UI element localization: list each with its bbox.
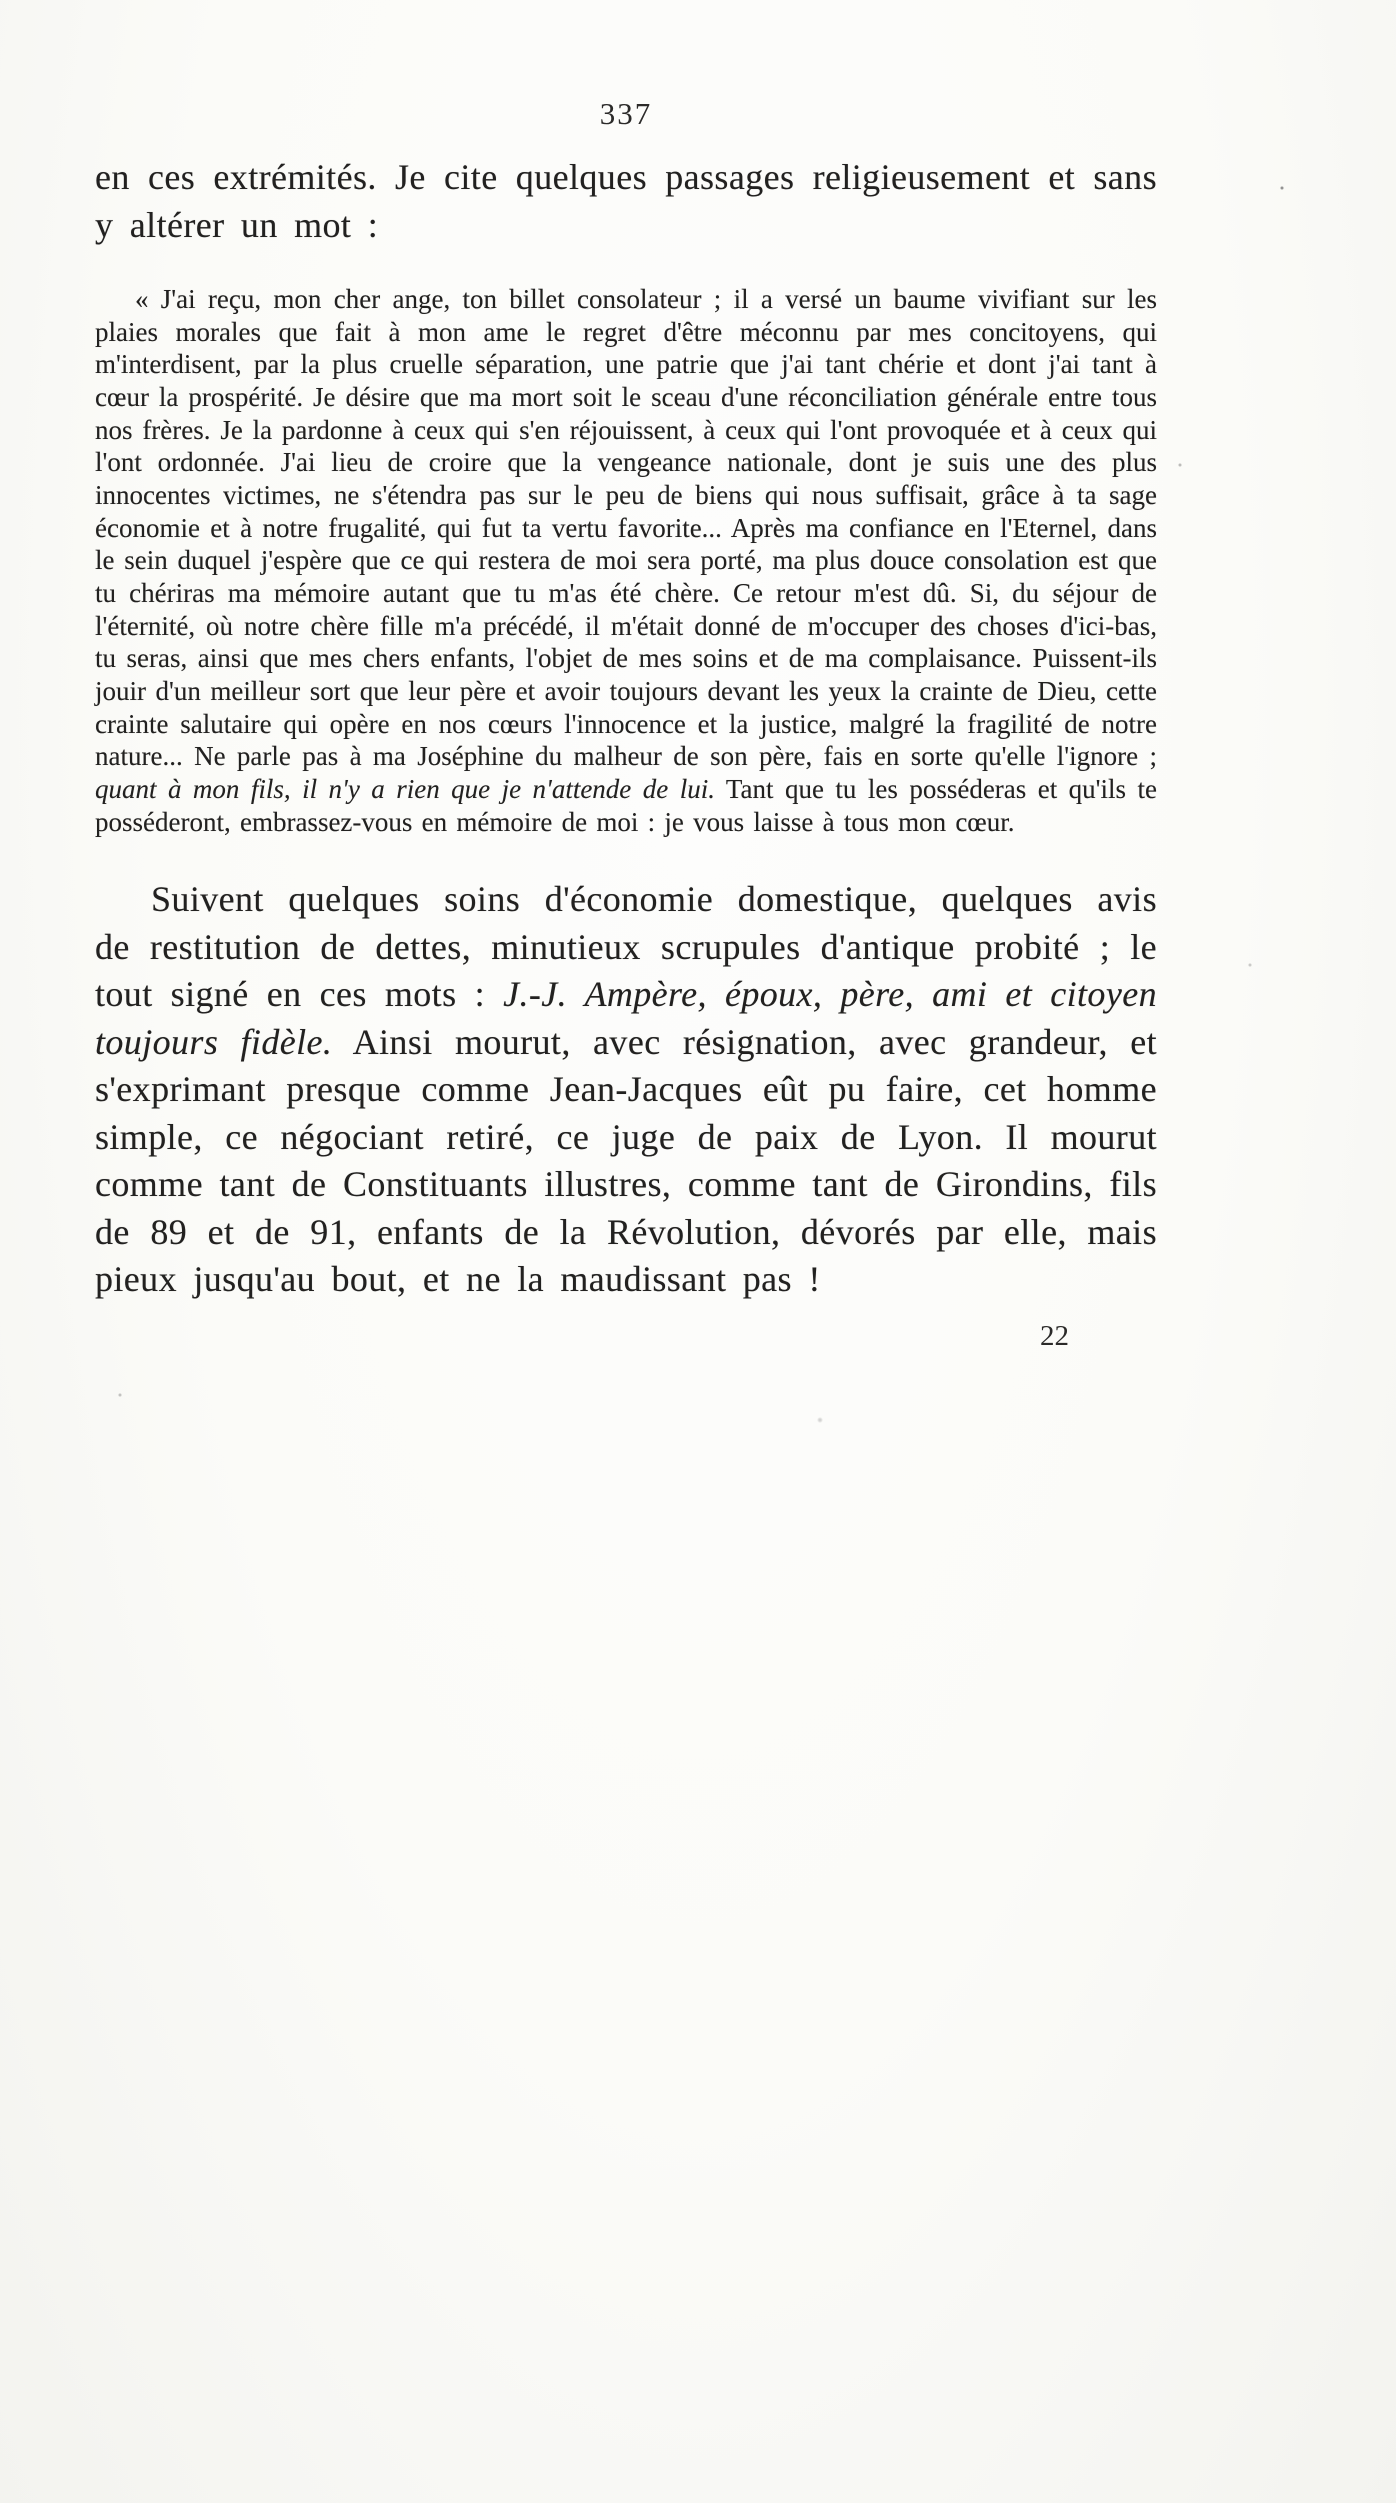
closing-text-before-signature: Suivent quelques soins d'économie domestique, quelques avis de restitution de dettes, minutieux scrupules d'antique probité ; le tout signé en ces mots : bbox=[95, 879, 1157, 1015]
quote-text-before-italic: « J'ai reçu, mon cher ange, ton billet consolateur ; il a versé un baume vivifiant sur les plaies morales que fait à mon ame le regret d'être méconnu par mes concitoyens, qui m'interdisent, par la plus cruelle séparation, une patrie que j'ai tant chérie et dont j'ai tant à cœur la prospérité. Je désire que ma mort soit le sceau d'une réconciliation générale entre tous nos frères. Je la pardonne à ceux qui s'en réjouissent, à ceux qui l'ont provoquée et à ceux qui l'ont ordonnée. J'ai lieu de croire que la vengeance nationale, dont je suis une des plus innocentes victimes, ne s'étendra pas sur le peu de biens qui nous suffisait, grâce à ta sage économie et à notre frugalité, qui fut ta vertu favorite... Après ma confiance en l'Eternel, dans le sein duquel j'espère que ce qui restera de moi sera porté, ma plus douce consolation est que tu chériras ma mémoire autant que tu m'as été chère. Ce retour m'est dû. Si, du séjour de l'éternité, où notre chère fille m'a précédé, il m'était donné de m'occuper des choses d'ici-bas, tu seras, ainsi que mes chers enfants, l'objet de mes soins et de ma complaisance. Puissent-ils jouir d'un meilleur sort que leur père et avoir toujours devant les yeux la crainte de Dieu, cette crainte salutaire qui opère en nos cœurs l'innocence et la justice, malgré la fragilité de notre nature... Ne parle pas à ma Joséphine du malheur de son père, fais en sorte qu'elle l'ignore ; bbox=[95, 284, 1157, 772]
letter-quote bbox=[95, 283, 1157, 838]
closing-signature-italic: J.-J. Ampère, époux, père, ami et citoyen toujours fidèle. bbox=[95, 974, 1157, 1062]
closing-text-after-signature: Ainsi mourut, avec résignation, avec grandeur, et s'exprimant presque comme Jean-Jacques eût pu faire, cet homme simple, ce négociant retiré, ce juge de paix de Lyon. Il mourut comme tant de Constituants illustres, comme tant de Girondins, fils de 89 et de 91, enfants de la Révolution, dévorés par elle, mais pieux jusqu'au bout, et ne la maudissant pas ! bbox=[95, 1021, 1157, 1300]
intro-paragraph: en ces extrémités. Je cite quelques passages religieusement et sans y altérer un mot : bbox=[95, 157, 1157, 245]
closing-paragraph bbox=[95, 876, 1157, 1304]
page-number: 337 bbox=[599, 96, 653, 131]
text-column bbox=[95, 96, 1157, 1353]
quote-text-after-italic: Tant que tu les posséderas et qu'ils te posséderont, embrassez-vous en mémoire de moi : je vous laisse à tous mon cœur. bbox=[95, 773, 1157, 837]
quote-italic-text: quant à mon fils, il n'y a rien que je n'attende de lui. bbox=[95, 773, 715, 804]
signature-number: 22 bbox=[1040, 1319, 1069, 1352]
